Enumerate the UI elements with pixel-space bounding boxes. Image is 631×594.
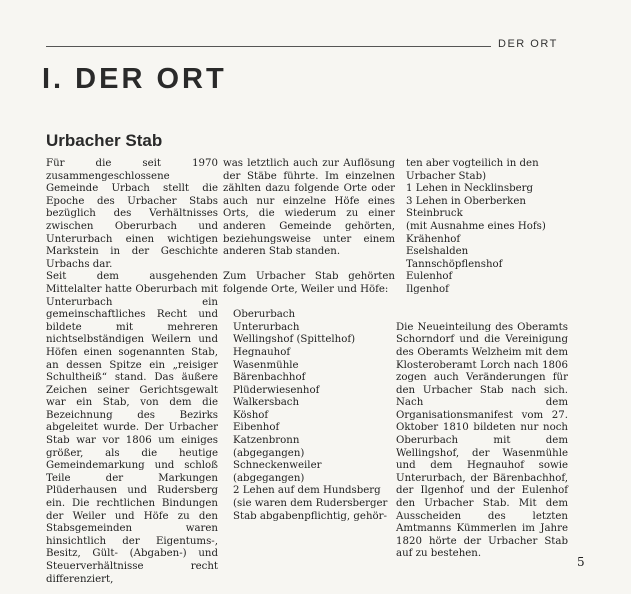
places-list-continued: [396, 158, 568, 297]
list-item: Stab abgabenpflichtig, gehör-: [233, 510, 387, 522]
column-1: [46, 158, 218, 586]
list-item: Walkersbach: [233, 397, 300, 409]
places-list: [223, 309, 395, 523]
list-item: Eulenhof: [406, 271, 453, 283]
list-item: Ilgenhof: [406, 283, 449, 295]
paragraph: was letztlich auch zur Auflösung der Stäbe führte. Im einzelnen zählten dazu folgende Orte oder auch nur einzelne Höfe eines Orts, die wiederum zu einer anderen Gemeinde gehörten, beziehungsweise unter einem anderen Stab standen.: [223, 158, 395, 258]
list-item: Schneckenweiler: [233, 460, 322, 472]
paragraph: Die Neueinteilung des Oberamts Schorndorf und die Vereinigung des Oberamts Welzheim mit dem Klosteroberamt Lorch nach 1806 zogen auch Veränderungen für den Urbacher Stab nach sich. Nach dem Organisationsmanifest vom 27. Oktober 1810 bildeten nur noch Oberurbach mit dem Wellingshof, der Wasenmühle und dem Hegnauhof sowie Unterurbach, der Bärenbachhof, der Ilgenhof und der Eulenhof den Urbacher Stab. Mit dem Ausscheiden des letzten Amtmanns Kümmerlen im Jahre 1820 hörte der Urbacher Stab auf zu bestehen.: [396, 321, 568, 560]
header-rule: [46, 46, 491, 47]
list-item: Hegnauhof: [233, 346, 291, 358]
column-3: [396, 158, 568, 561]
page-number: 5: [577, 555, 585, 569]
list-item: Katzenbronn: [233, 435, 300, 447]
list-item: (sie waren dem Rudersberger: [233, 498, 388, 510]
list-item: (mit Ausnahme eines Hofs): [406, 220, 546, 232]
list-item: Steinbruck: [406, 208, 463, 220]
list-item: (abgegangen): [233, 447, 305, 459]
list-item: ten aber vogteilich in den Urbacher Stab): [406, 158, 539, 182]
column-2: [223, 158, 395, 523]
paragraph: Seit dem ausgehenden Mittelalter hatte Oberurbach mit Unterurbach ein gemeinschaftliches Recht und bildete mit mehreren nichtselbständigen Weilern und Höfen einen sogenannten Stab, an dessen Spitze ein „reisiger Schultheiß“ stand. Das äußere Zeichen seiner Gerichtsgewalt war ein Stab, von dem die Bezeichnung des Bezirks abgeleitet wurde. Der Urbacher Stab war vor 1806 um einiges größer, als die heutige Gemeindemarkung und schloß Teile der Markungen Plüderhausen und Rudersberg ein. Die rechtlichen Bindungen der Weiler und Höfe zu den Stabsgemeinden waren hinsichtlich der Eigentums-, Besitz, Gült- (Abgaben-) und Steuerverhältnisse recht differenziert,: [46, 271, 218, 585]
list-item: 3 Lehen in Oberberken: [406, 195, 526, 207]
list-item: Plüderwiesenhof: [233, 384, 320, 396]
list-item: Bärenbachhof: [233, 372, 306, 384]
list-item: Eibenhof: [233, 422, 280, 434]
list-item: Köshof: [233, 409, 269, 421]
chapter-title: I. DER ORT: [42, 63, 227, 95]
list-item: Tannschöpflenshof: [406, 258, 503, 270]
list-item: Krähenhof: [406, 233, 461, 245]
list-item: Eselshalden: [406, 246, 469, 258]
list-item: 1 Lehen in Necklinsberg: [406, 183, 534, 195]
list-item: Wasenmühle: [233, 359, 299, 371]
section-title: Urbacher Stab: [46, 131, 163, 150]
list-item: Unterurbach: [233, 321, 300, 333]
list-item: Wellingshof (Spittelhof): [233, 334, 356, 346]
paragraph: Zum Urbacher Stab gehörten folgende Orte, Weiler und Höfe:: [223, 271, 395, 295]
list-item: (abgegangen): [233, 472, 305, 484]
list-item: Oberurbach: [233, 309, 296, 321]
list-item: 2 Lehen auf dem Hundsberg: [233, 485, 381, 497]
paragraph: Für die seit 1970 zusammengeschlossene Gemeinde Urbach stellt die Epoche des Urbacher Stabs bezüglich des Verhältnisses zwischen Oberurbach und Unterurbach einen wichtigen Markstein in der Geschichte Urbachs dar.: [46, 158, 218, 270]
running-head: DER ORT: [498, 38, 558, 50]
